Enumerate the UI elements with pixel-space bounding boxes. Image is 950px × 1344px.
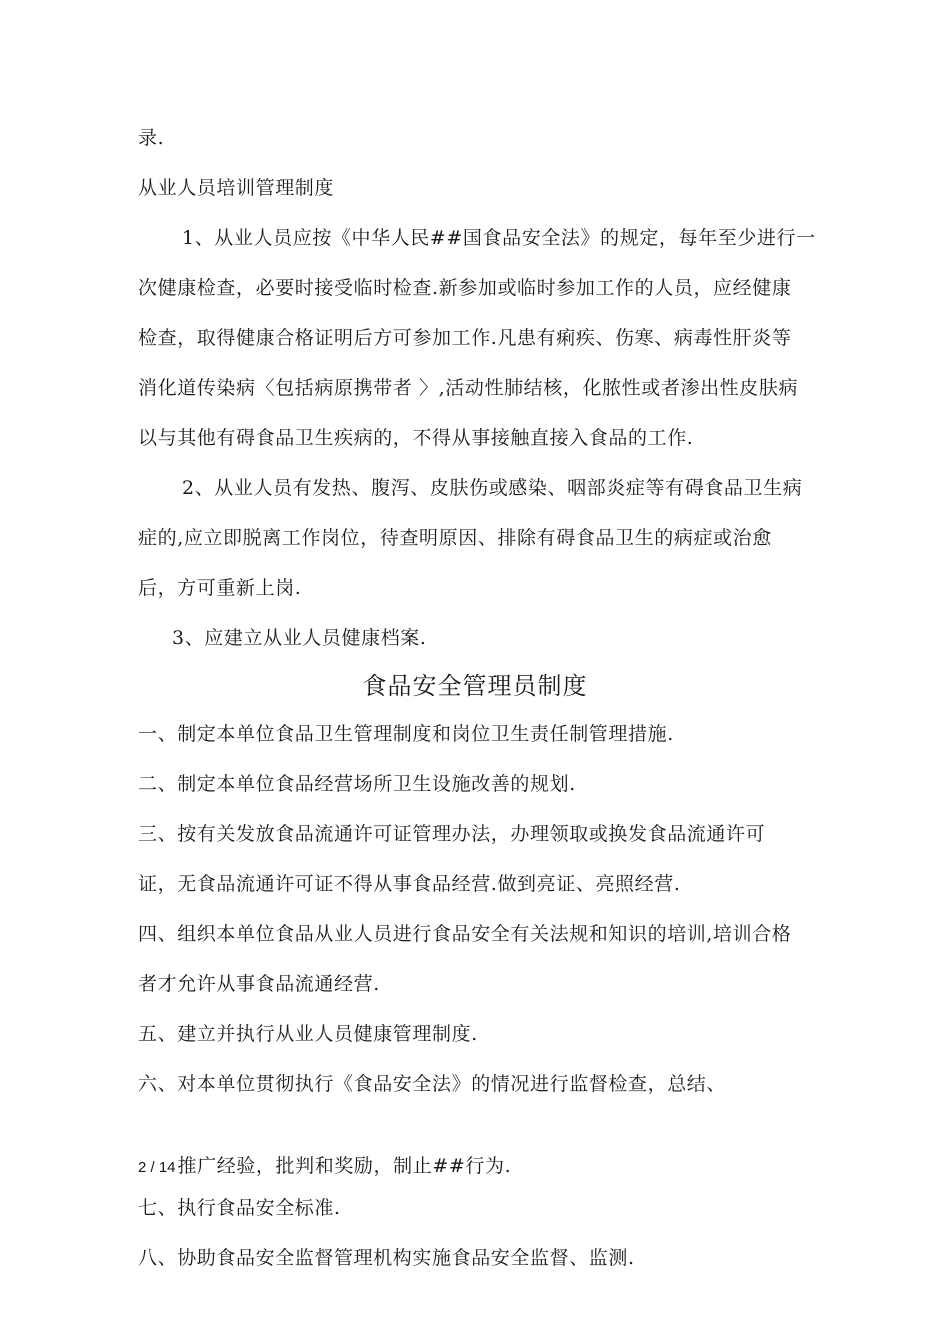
paragraph-line: 检查，取得健康合格证明后方可参加工作.凡患有痢疾、伤寒、病毒性肝炎等 [138,327,792,349]
paragraph-line: 消化道传染病〈包括病原携带者 〉,活动性肺结核，化脓性或者渗出性皮肤病 [138,377,799,399]
list-item: 一、制定本单位食品卫生管理制度和岗位卫生责任制管理措施. [138,723,674,745]
list-item: 七、执行食品安全标准. [138,1197,341,1219]
section-title-safety-manager: 食品安全管理员制度 [362,672,588,700]
paragraph-line: 后，方可重新上岗. [138,577,302,599]
paragraph-line: 以与其他有碍食品卫生疾病的，不得从事接触直接入食品的工作. [138,427,694,449]
section-title-training: 从业人员培训管理制度 [138,177,335,199]
list-item: 证，无食品流通许可证不得从事食品经营.做到亮证、亮照经营. [138,873,681,895]
paragraph-line: 次健康检查，必要时接受临时检查.新参加或临时参加工作的人员，应经健康 [138,277,792,299]
page-footer-line [138,1154,511,1180]
continuation-text: 推广经验，批判和奖励，制止##行为. [177,1155,512,1177]
top-fragment: 录. [138,127,165,149]
paragraph-line: 症的,应立即脱离工作岗位，待查明原因、排除有碍食品卫生的病症或治愈 [138,527,772,549]
paragraph-line: 1、从业人员应按《中华人民##国食品安全法》的规定，每年至少进行一 [182,227,816,249]
list-item: 二、制定本单位食品经营场所卫生设施改善的规划. [138,773,576,795]
list-item: 三、按有关发放食品流通许可证管理办法，办理领取或换发食品流通许可 [138,823,766,845]
page-number: 2 / 14 [138,1159,176,1176]
list-item: 四、组织本单位食品从业人员进行食品安全有关法规和知识的培训,培训合格 [138,923,792,945]
list-item: 八、协助食品安全监督管理机构实施食品安全监督、监测. [138,1247,635,1269]
list-item: 者才允许从事食品流通经营. [138,973,380,995]
list-item: 六、对本单位贯彻执行《食品安全法》的情况进行监督检查，总结、 [138,1073,727,1095]
paragraph-line: 2、从业人员有发热、腹泻、皮肤伤或感染、咽部炎症等有碍食品卫生病 [182,477,803,499]
list-item: 五、建立并执行从业人员健康管理制度. [138,1023,478,1045]
paragraph-line: 3、应建立从业人员健康档案. [172,627,427,649]
